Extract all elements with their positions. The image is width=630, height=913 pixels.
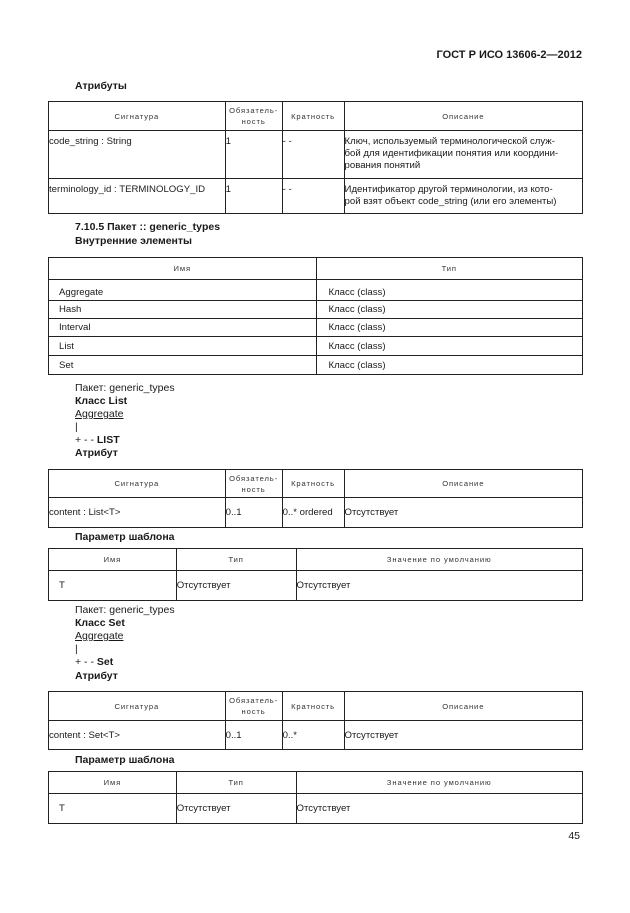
cell-name: Aggregate: [49, 280, 317, 301]
cell-type: Отсутствует: [176, 571, 296, 601]
set-template-heading: Параметр шаблона: [75, 754, 175, 766]
list-attribute-table: [48, 469, 583, 528]
cell-mandatory: 1: [225, 179, 282, 214]
attributes-table: [48, 101, 583, 214]
col-description: Описание: [344, 692, 582, 721]
table-row: [49, 721, 583, 750]
col-name: Имя: [49, 772, 177, 794]
cell-multiplicity: 0..*: [282, 721, 344, 750]
cell-multiplicity: - -: [282, 179, 344, 214]
set-class-title: Класс Set: [75, 617, 125, 629]
table-header-row: [49, 102, 583, 131]
cell-type: Отсутствует: [176, 794, 296, 824]
list-parent-link[interactable]: Aggregate: [75, 408, 124, 420]
internal-elements-heading: Внутренние элементы: [75, 235, 193, 247]
table-row: [49, 794, 583, 824]
cell-default: Отсутствует: [296, 571, 582, 601]
col-description: Описание: [344, 102, 582, 131]
cell-signature: terminology_id : TERMINOLOGY_ID: [49, 179, 226, 214]
list-package-line: Пакет: generic_types: [75, 382, 175, 394]
attributes-heading: Атрибуты: [75, 80, 127, 92]
cell-description: Ключ, используемый терминологической служ- бой для идентификации понятия или координи- рования понятий: [344, 131, 582, 179]
table-header-row: [49, 772, 583, 794]
col-default: Значение по умолчанию: [296, 772, 582, 794]
cell-type: Класс (class): [316, 337, 583, 356]
list-class-title: Класс List: [75, 395, 128, 407]
table-header-row: [49, 470, 583, 498]
cell-signature: content : List<T>: [49, 498, 226, 528]
standard-header: ГОСТ Р ИСО 13606-2—2012: [436, 49, 582, 61]
col-type: Тип: [176, 549, 296, 571]
set-template-table: [48, 771, 583, 824]
list-template-table: [48, 548, 583, 601]
set-hierarchy-pipe: |: [75, 643, 78, 655]
col-mandatory: Обязатель-ность: [225, 692, 282, 721]
table-row: [49, 179, 583, 214]
cell-mandatory: 0..1: [225, 498, 282, 528]
cell-type: Класс (class): [316, 319, 583, 337]
list-template-heading: Параметр шаблона: [75, 531, 175, 543]
table-row: [49, 280, 583, 301]
table-header-row: [49, 549, 583, 571]
set-attribute-table: [48, 691, 583, 750]
col-signature: Сигнатура: [49, 692, 226, 721]
list-attribute-heading: Атрибут: [75, 447, 118, 459]
package-heading: 7.10.5 Пакет :: generic_types: [75, 221, 221, 233]
cell-name: T: [49, 794, 177, 824]
col-multiplicity: Кратность: [282, 102, 344, 131]
cell-default: Отсутствует: [296, 794, 582, 824]
table-header-row: [49, 258, 583, 280]
cell-type: Класс (class): [316, 301, 583, 319]
col-mandatory: Обязатель-ность: [225, 470, 282, 498]
table-row: [49, 131, 583, 179]
list-hierarchy-line: + - - LIST: [75, 434, 120, 446]
table-row: [49, 571, 583, 601]
cell-name: T: [49, 571, 177, 601]
col-type: Тип: [176, 772, 296, 794]
col-default: Значение по умолчанию: [296, 549, 582, 571]
col-signature: Сигнатура: [49, 470, 226, 498]
cell-signature: content : Set<T>: [49, 721, 226, 750]
cell-name: Interval: [49, 319, 317, 337]
cell-name: List: [49, 337, 317, 356]
table-row: [49, 337, 583, 356]
col-multiplicity: Кратность: [282, 470, 344, 498]
col-signature: Сигнатура: [49, 102, 226, 131]
set-hierarchy-line: + - - Set: [75, 656, 114, 668]
cell-description: Отсутствует: [344, 721, 582, 750]
cell-name: Set: [49, 356, 317, 375]
table-row: [49, 498, 583, 528]
cell-multiplicity: - -: [282, 131, 344, 179]
col-mandatory: Обязатель-ность: [225, 102, 282, 131]
col-multiplicity: Кратность: [282, 692, 344, 721]
cell-type: Класс (class): [316, 280, 583, 301]
set-attribute-heading: Атрибут: [75, 670, 118, 682]
cell-signature: code_string : String: [49, 131, 226, 179]
cell-type: Класс (class): [316, 356, 583, 375]
col-name: Имя: [49, 549, 177, 571]
list-hierarchy-pipe: |: [75, 421, 78, 433]
cell-description: Идентификатор другой терминологии, из кото- рой взят объект code_string (или его элементы): [344, 179, 582, 214]
col-name: Имя: [49, 258, 317, 280]
set-package-line: Пакет: generic_types: [75, 604, 175, 616]
internal-elements-table: [48, 257, 583, 375]
cell-mandatory: 0..1: [225, 721, 282, 750]
page-number: 45: [568, 830, 580, 842]
col-type: Тип: [316, 258, 583, 280]
table-row: [49, 301, 583, 319]
table-row: [49, 356, 583, 375]
table-header-row: [49, 692, 583, 721]
set-parent-link[interactable]: Aggregate: [75, 630, 124, 642]
col-description: Описание: [344, 470, 582, 498]
cell-multiplicity: 0..* ordered: [282, 498, 344, 528]
cell-mandatory: 1: [225, 131, 282, 179]
table-row: [49, 319, 583, 337]
cell-name: Hash: [49, 301, 317, 319]
cell-description: Отсутствует: [344, 498, 582, 528]
